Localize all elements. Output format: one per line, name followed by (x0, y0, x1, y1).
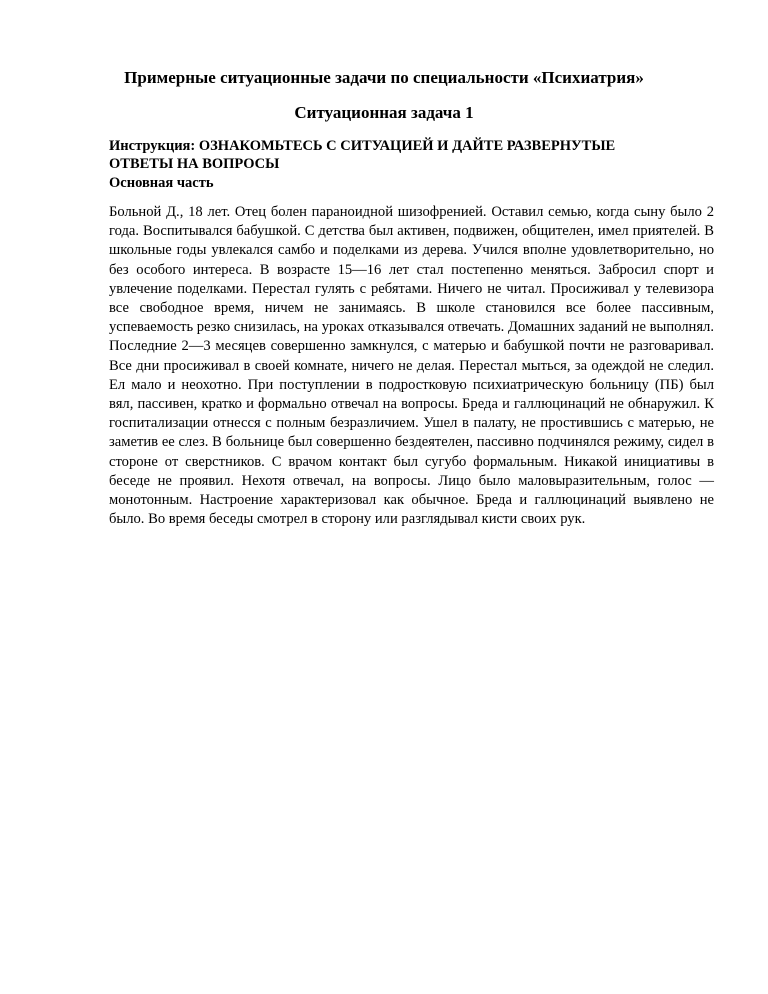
instruction-text: Инструкция: ОЗНАКОМЬТЕСЬ С СИТУАЦИЕЙ И ДАЙТЕ РАЗВЕРНУТЫЕ ОТВЕТЫ НА ВОПРОСЫ (109, 138, 616, 172)
task-subtitle: Ситуационная задача 1 (294, 103, 474, 122)
section-heading: Основная часть (109, 175, 214, 191)
case-paragraph: Больной Д., 18 лет. Отец болен параноидной шизофренией. Оставил семью, когда сыну было 2 года. Воспитывался бабушкой. С детства был активен, подвижен, общителен, имел приятелей. В школьные годы увлекался самбо и поделками из дерева. Учился вполне удовлетворительно, но без особого интереса. В возрасте 15—16 лет стал постепенно меняться. Забросил спорт и увлечение поделками. Перестал гулять с ребятами. Ничего не читал. Просиживал у телевизора все свободное время, ничем не занимаясь. В школе становился все более пассивным, успеваемость резко снизилась, на уроках отказывался отвечать. Домашних заданий не выполнял. Последние 2—3 месяцев совершенно замкнулся, с матерью и бабушкой почти не разговаривал. Все дни просиживал в своей комнате, ничего не делая. Перестал мыться, за одеждой не следил. Ел мало и неохотно. При поступлении в подростковую психиатрическую больницу (ПБ) был вял, пассивен, кратко и формально отвечал на вопросы. Бреда и галлюцинаций не обнаружил. К госпитализации отнесся с полным безразличием. Ушел в палату, не простившись с матерью, не заметив ее слез. В больнице был совершенно бездеятелен, пассивно подчинялся режиму, сидел в стороне от сверстников. С врачом контакт был сугубо формальным. Никакой инициативы в беседе не проявил. Нехотя отвечал, на вопросы. Лицо было маловыразительным, голос — монотонным. Настроение характеризовал как обычное. Бреда и галлюцинаций выявлено не было. Во время беседы смотрел в сторону или разглядывал кисти своих рук. (109, 204, 714, 528)
document-title: Примерные ситуационные задачи по специальности «Психиатрия» (124, 68, 644, 87)
